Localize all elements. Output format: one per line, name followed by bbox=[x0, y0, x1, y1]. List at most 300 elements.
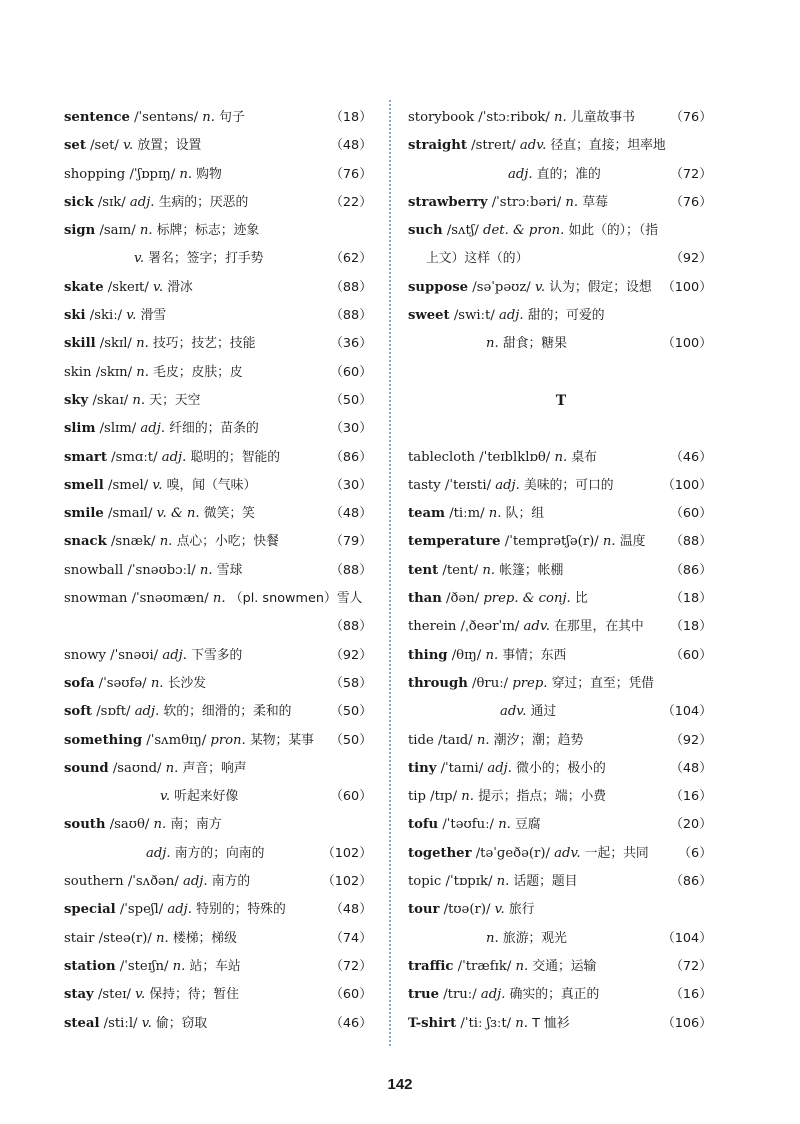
pronunciation: /smel/ bbox=[108, 477, 149, 493]
dictionary-entry-continuation bbox=[408, 415, 714, 443]
headword: such bbox=[408, 223, 443, 239]
pronunciation: /snæk/ bbox=[110, 534, 156, 550]
part-of-speech: adj. bbox=[162, 647, 187, 663]
chinese-meaning: 长沙发 bbox=[167, 675, 207, 691]
part-of-speech: n. bbox=[156, 930, 169, 946]
headword: soft bbox=[64, 704, 92, 720]
part-of-speech: n. bbox=[488, 506, 502, 522]
page-reference: （48） bbox=[670, 760, 712, 776]
part-of-speech: n. bbox=[554, 110, 567, 125]
chinese-meaning: 听起来好像 bbox=[174, 789, 239, 805]
headword: slim bbox=[64, 421, 96, 437]
page-reference: （60） bbox=[330, 789, 372, 805]
page-reference: （106） bbox=[661, 1015, 712, 1031]
dictionary-entry bbox=[408, 896, 714, 924]
part-of-speech: n. bbox=[485, 647, 499, 663]
headword: snack bbox=[64, 534, 107, 550]
headword: south bbox=[64, 817, 106, 833]
page-reference: （79） bbox=[330, 534, 372, 550]
part-of-speech: n. bbox=[136, 336, 149, 352]
pronunciation: /ðən/ bbox=[446, 591, 480, 607]
page-reference: （20） bbox=[670, 817, 712, 833]
page-reference: （72） bbox=[330, 958, 372, 974]
pronunciation: /ˈteɪsti/ bbox=[444, 477, 492, 493]
dictionary-entry bbox=[64, 528, 374, 556]
headword: tablecloth bbox=[408, 449, 475, 465]
part-of-speech: adj. bbox=[167, 902, 192, 918]
headword: station bbox=[64, 958, 116, 974]
chinese-meaning: 帐篷；帐棚 bbox=[499, 562, 564, 578]
page-reference: （50） bbox=[330, 704, 372, 720]
dictionary-entry bbox=[408, 585, 714, 613]
page-reference: （102） bbox=[321, 845, 372, 861]
pronunciation: /streɪt/ bbox=[471, 138, 516, 154]
part-of-speech: n. bbox=[476, 732, 490, 748]
pronunciation: /saʊθ/ bbox=[109, 817, 150, 833]
headword: skill bbox=[64, 336, 96, 352]
pronunciation: /taɪd/ bbox=[437, 732, 473, 748]
headword: sign bbox=[64, 223, 96, 239]
part-of-speech: adj. bbox=[140, 421, 166, 437]
headword: therein bbox=[408, 619, 457, 635]
part-of-speech: v. bbox=[123, 138, 134, 154]
pronunciation: /θɪŋ/ bbox=[451, 647, 482, 663]
dictionary-entry bbox=[64, 557, 374, 585]
dictionary-entry bbox=[408, 755, 714, 783]
page-reference: （104） bbox=[661, 704, 712, 720]
headword: stay bbox=[64, 987, 94, 1003]
part-of-speech: adj. bbox=[182, 874, 208, 890]
headword: sky bbox=[64, 392, 89, 408]
part-of-speech: n. bbox=[498, 817, 511, 833]
part-of-speech: v. bbox=[152, 477, 163, 493]
dictionary-entry bbox=[408, 302, 714, 330]
headword: tiny bbox=[408, 760, 437, 776]
pronunciation: /ˈtemprətʃə(r)/ bbox=[504, 534, 599, 550]
page-number: 142 bbox=[387, 1076, 413, 1093]
headword: T-shirt bbox=[408, 1015, 457, 1031]
headword: tasty bbox=[408, 477, 441, 493]
part-of-speech: adv. bbox=[523, 619, 550, 635]
section-letter-header: T bbox=[555, 392, 567, 409]
page-reference: （76） bbox=[670, 110, 712, 125]
dictionary-entry bbox=[408, 953, 714, 981]
page-reference: （48） bbox=[330, 506, 372, 522]
dictionary-entry-continuation bbox=[64, 245, 374, 273]
headword: special bbox=[64, 902, 116, 918]
headword: team bbox=[408, 506, 445, 522]
pronunciation: /steə(r)/ bbox=[98, 930, 152, 946]
page-reference: （30） bbox=[330, 477, 372, 493]
headword: tour bbox=[408, 902, 440, 918]
headword: sweet bbox=[408, 308, 450, 324]
part-of-speech: n. bbox=[139, 223, 153, 239]
page-reference: （88） bbox=[330, 279, 372, 295]
part-of-speech: n. bbox=[179, 166, 193, 182]
part-of-speech: pron. bbox=[210, 732, 246, 748]
headword: shopping bbox=[64, 166, 126, 182]
chinese-meaning: 豆腐 bbox=[515, 817, 541, 833]
dictionary-entry-continuation bbox=[408, 359, 714, 387]
pronunciation: /ˈsnəʊmæn/ bbox=[131, 591, 209, 607]
part-of-speech: adj. bbox=[498, 308, 524, 324]
page-reference: （60） bbox=[330, 364, 372, 380]
headword: smile bbox=[64, 506, 104, 522]
part-of-speech: n. bbox=[565, 194, 579, 210]
part-of-speech: adv. bbox=[554, 845, 581, 861]
page-reference: （48） bbox=[330, 902, 372, 918]
dictionary-entry bbox=[64, 727, 374, 755]
chinese-meaning: 放置；设置 bbox=[137, 138, 202, 154]
chinese-meaning: 声音；响声 bbox=[182, 760, 247, 776]
chinese-meaning: 偷；窃取 bbox=[156, 1015, 208, 1031]
chinese-meaning: 话题；题目 bbox=[513, 874, 578, 890]
part-of-speech: adj. bbox=[134, 704, 160, 720]
pronunciation: /ˈtəʊfuː/ bbox=[442, 817, 494, 833]
chinese-meaning: 温度 bbox=[619, 534, 646, 550]
dictionary-entry bbox=[64, 217, 374, 245]
page-reference: （60） bbox=[330, 987, 372, 1003]
chinese-meaning: 纤细的；苗条的 bbox=[169, 421, 259, 437]
headword: steal bbox=[64, 1015, 100, 1031]
part-of-speech: n. bbox=[486, 930, 499, 946]
pronunciation: /ˈsʌmθɪŋ/ bbox=[146, 732, 207, 748]
chinese-meaning: 嗅，闻（气味） bbox=[166, 477, 257, 493]
chinese-meaning: 交通；运输 bbox=[532, 958, 597, 974]
part-of-speech: n. bbox=[515, 958, 529, 974]
pronunciation: /smɑːt/ bbox=[111, 449, 158, 465]
page-reference: （30） bbox=[330, 421, 372, 437]
pronunciation: /stiːl/ bbox=[103, 1015, 138, 1031]
dictionary-entry bbox=[64, 189, 374, 217]
part-of-speech: adv. bbox=[519, 138, 547, 154]
chinese-meaning: 点心；小吃；快餐 bbox=[176, 534, 279, 550]
chinese-meaning: 在那里，在其中 bbox=[554, 619, 644, 635]
headword: tofu bbox=[408, 817, 439, 833]
page-reference: （88） bbox=[330, 619, 372, 635]
page-reference: （88） bbox=[670, 534, 712, 550]
headword: topic bbox=[408, 874, 442, 890]
chinese-meaning: 毛皮；皮肤；皮 bbox=[153, 364, 243, 380]
pronunciation: /tent/ bbox=[442, 562, 479, 578]
pronunciation: /set/ bbox=[90, 138, 119, 154]
dictionary-entry bbox=[64, 698, 374, 726]
part-of-speech: v. bbox=[494, 902, 505, 918]
dictionary-entry bbox=[64, 500, 374, 528]
headword: smart bbox=[64, 449, 107, 465]
page-reference: （76） bbox=[330, 166, 372, 182]
part-of-speech: v. bbox=[534, 279, 546, 295]
dictionary-entry bbox=[64, 811, 374, 839]
pronunciation: /truː/ bbox=[443, 987, 477, 1003]
page-reference: （22） bbox=[330, 194, 372, 210]
page-reference: （18） bbox=[330, 110, 372, 125]
chinese-meaning: 通过 bbox=[530, 704, 557, 720]
dictionary-entry bbox=[64, 642, 374, 670]
chinese-meaning: 潮汐；潮；趋势 bbox=[493, 732, 584, 748]
headword: skin bbox=[64, 364, 92, 380]
dictionary-entry bbox=[408, 670, 714, 698]
chinese-meaning: 甜的；可爱的 bbox=[527, 308, 605, 324]
part-of-speech: v. bbox=[160, 789, 171, 805]
dictionary-entry bbox=[64, 330, 374, 358]
right-column bbox=[408, 104, 714, 1038]
part-of-speech: v. bbox=[152, 279, 164, 295]
chinese-meaning: 保持；待；暂住 bbox=[149, 987, 239, 1003]
headword: tide bbox=[408, 732, 434, 748]
dictionary-entry bbox=[64, 359, 374, 387]
part-of-speech: n. bbox=[136, 364, 149, 380]
headword: smell bbox=[64, 477, 104, 493]
pronunciation: /sɒft/ bbox=[96, 704, 131, 720]
headword: ski bbox=[64, 308, 86, 324]
part-of-speech: n. bbox=[554, 449, 568, 465]
chinese-meaning: 直的；准的 bbox=[536, 166, 601, 182]
page-reference: （46） bbox=[670, 449, 712, 465]
pronunciation: /swiːt/ bbox=[453, 308, 495, 324]
part-of-speech: v. bbox=[126, 308, 137, 324]
pronunciation: /ˈstɔːribʊk/ bbox=[478, 110, 550, 125]
headword: set bbox=[64, 138, 86, 154]
headword: sick bbox=[64, 194, 94, 210]
chinese-meaning: 天；天空 bbox=[149, 392, 201, 408]
chinese-meaning: 认为；假定；设想 bbox=[549, 279, 652, 295]
page-reference: （102） bbox=[321, 874, 372, 890]
chinese-meaning: 南方的；向南的 bbox=[174, 845, 265, 861]
part-of-speech: adj. bbox=[508, 166, 533, 182]
headword: together bbox=[408, 845, 472, 861]
part-of-speech: n. bbox=[496, 874, 510, 890]
dictionary-entry bbox=[64, 755, 374, 783]
part-of-speech: v. bbox=[134, 251, 145, 267]
dictionary-entry bbox=[64, 1010, 374, 1038]
pronunciation: /ˌðeərˈɪn/ bbox=[460, 619, 520, 635]
part-of-speech: n. bbox=[159, 534, 173, 550]
page-reference: （92） bbox=[670, 732, 712, 748]
dictionary-entry bbox=[408, 727, 714, 755]
chinese-meaning: 上文）这样（的） bbox=[426, 251, 529, 267]
headword: tent bbox=[408, 562, 439, 578]
page-reference: （6） bbox=[678, 845, 712, 861]
pronunciation: /tiːm/ bbox=[449, 506, 485, 522]
pronunciation: /ˈʃɒpɪŋ/ bbox=[129, 166, 176, 182]
chinese-meaning: 美味的；可口的 bbox=[524, 477, 614, 493]
dictionary-entry bbox=[408, 1010, 714, 1038]
page-reference: （100） bbox=[661, 279, 712, 295]
part-of-speech: n. bbox=[486, 336, 499, 352]
chinese-meaning: 滑雪 bbox=[140, 308, 167, 324]
pronunciation: /sʌtʃ/ bbox=[446, 223, 479, 239]
pronunciation: /ˈtiː ʃɜːt/ bbox=[460, 1015, 512, 1031]
chinese-meaning: 儿童故事书 bbox=[570, 110, 635, 125]
chinese-meaning: 技巧；技艺；技能 bbox=[152, 336, 256, 352]
dictionary-entry bbox=[64, 387, 374, 415]
dictionary-entry bbox=[64, 953, 374, 981]
page-reference: （62） bbox=[330, 251, 372, 267]
chinese-meaning: 草莓 bbox=[582, 194, 608, 210]
pronunciation: /ˈsentəns/ bbox=[134, 110, 199, 125]
page-reference: （76） bbox=[670, 194, 712, 210]
dictionary-entry-continuation bbox=[64, 613, 374, 641]
chinese-meaning: 队；组 bbox=[505, 506, 545, 522]
page-reference: （74） bbox=[330, 930, 372, 946]
pronunciation: /skaɪ/ bbox=[92, 392, 129, 408]
dictionary-entry bbox=[408, 104, 714, 132]
chinese-meaning: 软的；细滑的；柔和的 bbox=[163, 704, 292, 720]
page-reference: （46） bbox=[330, 1015, 372, 1031]
page-reference: （100） bbox=[661, 336, 712, 352]
chinese-meaning: T 恤衫 bbox=[532, 1015, 570, 1031]
column-divider bbox=[389, 100, 391, 1046]
part-of-speech: adv. bbox=[500, 704, 527, 720]
dictionary-entry-continuation bbox=[408, 245, 714, 273]
page-reference: （58） bbox=[330, 675, 372, 691]
part-of-speech: n. bbox=[172, 958, 186, 974]
page-reference: （86） bbox=[330, 449, 372, 465]
page-reference: （50） bbox=[330, 392, 372, 408]
page-reference: （88） bbox=[330, 308, 372, 324]
pronunciation: /smaɪl/ bbox=[108, 506, 153, 522]
chinese-meaning: 站；车站 bbox=[189, 958, 241, 974]
pronunciation: /ˈsnəʊi/ bbox=[110, 647, 159, 663]
part-of-speech: adj. bbox=[161, 449, 187, 465]
pronunciation: /θruː/ bbox=[472, 675, 509, 691]
pronunciation: /tʊə(r)/ bbox=[443, 902, 491, 918]
page-reference: （36） bbox=[330, 336, 372, 352]
dictionary-entry bbox=[408, 274, 714, 302]
pronunciation: /ˈtɒpɪk/ bbox=[445, 874, 493, 890]
part-of-speech: adj. bbox=[129, 194, 155, 210]
part-of-speech: prep. bbox=[512, 675, 548, 691]
page-reference: （92） bbox=[670, 251, 712, 267]
chinese-meaning: 雪球 bbox=[216, 562, 243, 578]
dictionary-entry bbox=[64, 472, 374, 500]
page-reference: （18） bbox=[670, 591, 712, 607]
part-of-speech: n. bbox=[153, 817, 167, 833]
chinese-meaning: 旅行 bbox=[508, 902, 535, 918]
pronunciation: /ˈsnəʊbɔːl/ bbox=[127, 562, 196, 578]
headword: sentence bbox=[64, 110, 130, 125]
part-of-speech: n. bbox=[199, 562, 213, 578]
headword: strawberry bbox=[408, 194, 488, 210]
headword: sound bbox=[64, 760, 109, 776]
dictionary-entry bbox=[64, 925, 374, 953]
pronunciation: /ˈspeʃl/ bbox=[119, 902, 164, 918]
dictionary-entry bbox=[408, 217, 714, 245]
part-of-speech: det. & pron. bbox=[483, 223, 565, 239]
part-of-speech: adj. bbox=[495, 477, 520, 493]
dictionary-entry bbox=[64, 415, 374, 443]
chinese-meaning: 句子 bbox=[219, 110, 245, 125]
chinese-meaning: 署名；签字；打手势 bbox=[148, 251, 264, 267]
dictionary-entry-continuation bbox=[408, 161, 714, 189]
part-of-speech: n. bbox=[202, 110, 215, 125]
dictionary-entry bbox=[408, 783, 714, 811]
dictionary-entry bbox=[64, 868, 374, 896]
pronunciation: /saʊnd/ bbox=[112, 760, 162, 776]
dictionary-entry bbox=[64, 274, 374, 302]
dictionary-entry bbox=[64, 132, 374, 160]
chinese-meaning: 提示；指点；端；小费 bbox=[478, 789, 607, 805]
headword: traffic bbox=[408, 958, 454, 974]
dictionary-entry-continuation bbox=[408, 925, 714, 953]
pronunciation: /ˈsʌðən/ bbox=[127, 874, 179, 890]
page-reference: （60） bbox=[670, 506, 712, 522]
chinese-meaning: 购物 bbox=[196, 166, 222, 182]
page-reference: （92） bbox=[330, 647, 372, 663]
chinese-meaning: 比 bbox=[574, 591, 588, 607]
page-reference: （16） bbox=[670, 789, 712, 805]
page-reference: （72） bbox=[670, 166, 712, 182]
chinese-meaning: 径直；直接；坦率地 bbox=[550, 138, 666, 154]
part-of-speech: adj. bbox=[146, 845, 171, 861]
dictionary-entry bbox=[408, 528, 714, 556]
dictionary-entry-continuation bbox=[408, 330, 714, 358]
dictionary-entry bbox=[408, 189, 714, 217]
page-reference: （16） bbox=[670, 987, 712, 1003]
dictionary-entry bbox=[64, 981, 374, 1009]
dictionary-entry bbox=[64, 896, 374, 924]
dictionary-entry bbox=[408, 500, 714, 528]
part-of-speech: v. bbox=[141, 1015, 152, 1031]
dictionary-entry bbox=[408, 981, 714, 1009]
pronunciation: /ˈtaɪni/ bbox=[440, 760, 484, 776]
dictionary-entry bbox=[64, 444, 374, 472]
chinese-meaning: 确实的；真正的 bbox=[509, 987, 600, 1003]
headword: stair bbox=[64, 930, 95, 946]
headword: something bbox=[64, 732, 143, 748]
chinese-meaning: 特别的；特殊的 bbox=[196, 902, 286, 918]
page-reference: （50） bbox=[330, 732, 372, 748]
chinese-meaning: 南；南方 bbox=[170, 817, 222, 833]
pronunciation: /saɪn/ bbox=[99, 223, 136, 239]
dictionary-entry bbox=[408, 613, 714, 641]
pronunciation: /skeɪt/ bbox=[107, 279, 149, 295]
dictionary-entry-continuation bbox=[408, 698, 714, 726]
pronunciation: /slɪm/ bbox=[99, 421, 137, 437]
part-of-speech: prep. & conj. bbox=[483, 591, 571, 607]
pronunciation: /ˈstrɔːbəri/ bbox=[491, 194, 562, 210]
page-reference: （100） bbox=[661, 477, 712, 493]
chinese-meaning: 生病的；厌恶的 bbox=[158, 194, 249, 210]
dictionary-entry-continuation bbox=[64, 840, 374, 868]
headword: sofa bbox=[64, 675, 95, 691]
headword: snowball bbox=[64, 562, 124, 578]
headword: snowman bbox=[64, 591, 128, 607]
page-reference: （88） bbox=[330, 562, 372, 578]
chinese-meaning: 楼梯；梯级 bbox=[172, 930, 237, 946]
headword: temperature bbox=[408, 534, 501, 550]
headword: skate bbox=[64, 279, 104, 295]
part-of-speech: n. bbox=[165, 760, 179, 776]
chinese-meaning: 如此（的）；（指 bbox=[568, 223, 659, 239]
chinese-meaning: 桌布 bbox=[571, 449, 597, 465]
chinese-meaning: 南方的 bbox=[211, 874, 251, 890]
page-reference: （104） bbox=[661, 930, 712, 946]
part-of-speech: n. bbox=[150, 675, 164, 691]
dictionary-entry bbox=[64, 670, 374, 698]
chinese-meaning: 聪明的；智能的 bbox=[190, 449, 281, 465]
part-of-speech: n. bbox=[132, 392, 146, 408]
part-of-speech: n. bbox=[602, 534, 616, 550]
pronunciation: /ˈsəʊfə/ bbox=[98, 675, 147, 691]
dictionary-entry bbox=[408, 840, 714, 868]
chinese-meaning: 穿过；直至；凭借 bbox=[551, 675, 655, 691]
chinese-meaning: 一起；共同 bbox=[584, 845, 649, 861]
chinese-meaning: （pl. snowmen）雪人 bbox=[229, 591, 363, 607]
part-of-speech: adj. bbox=[487, 760, 512, 776]
headword: tip bbox=[408, 789, 426, 805]
